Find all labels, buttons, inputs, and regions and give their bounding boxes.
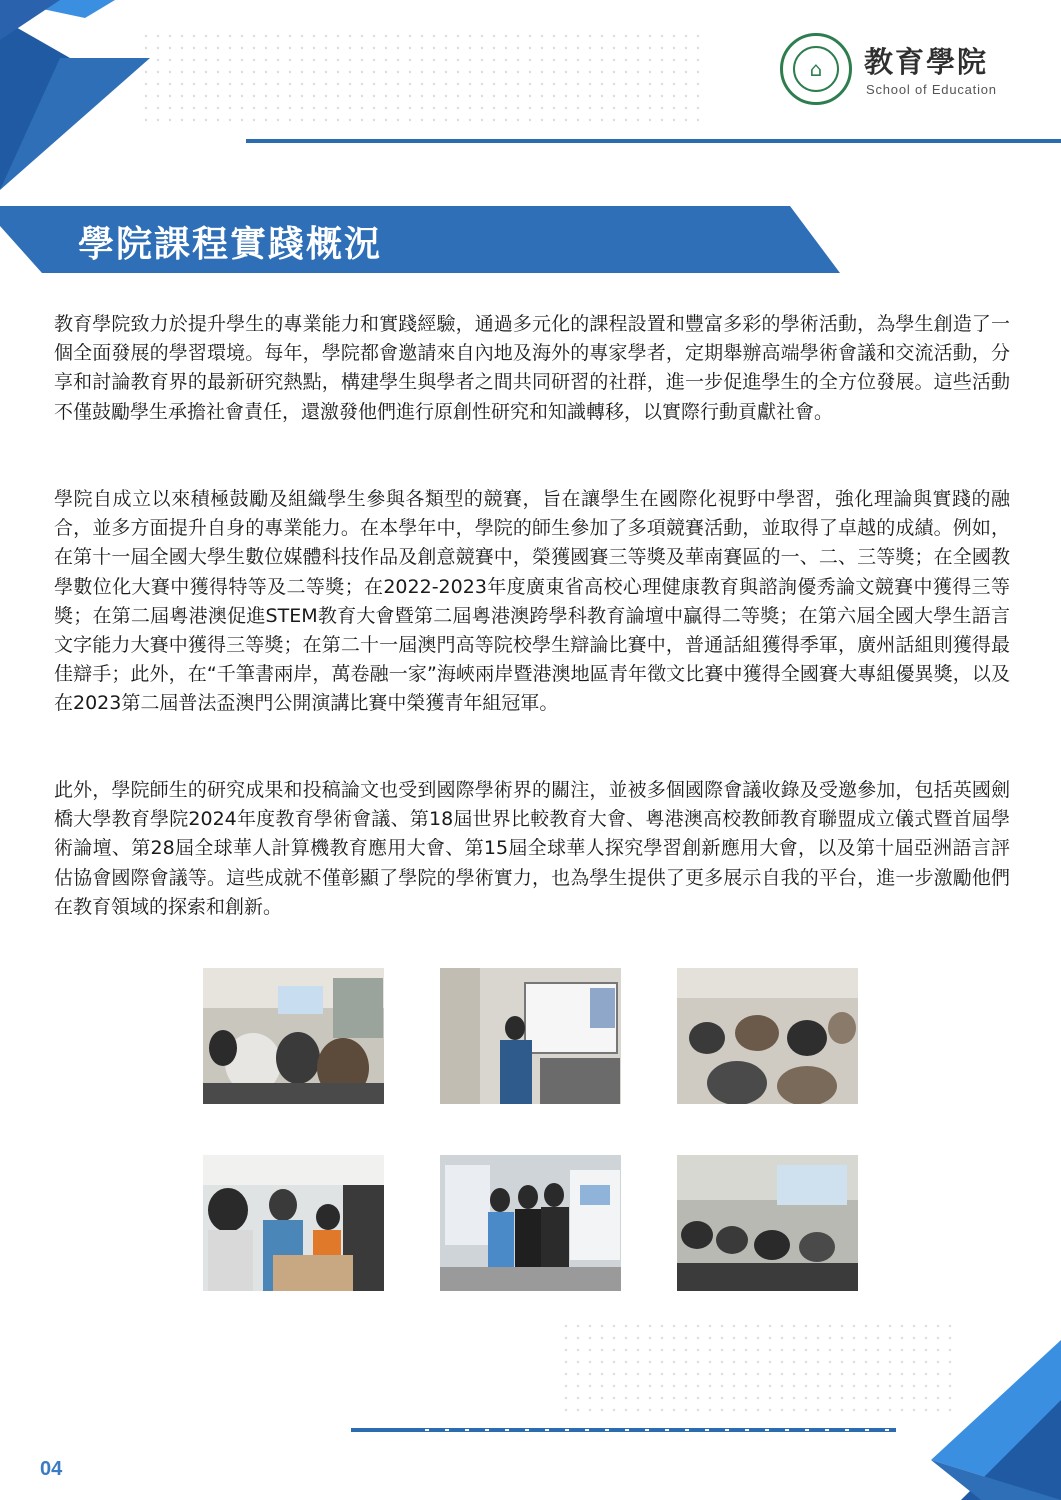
- page-title: 學院課程實踐概況: [78, 224, 383, 265]
- photo-poster-session: [440, 1155, 621, 1291]
- university-seal-icon: [780, 33, 852, 105]
- paragraph-2: 學院自成立以來積極鼓勵及組織學生參與各類型的競賽，旨在讓學生在國際化視野中學習，強化理論與實踐的融合，並多方面提升自身的專業能力。在本學年中，學院的師生參加了多項競賽活動，並取得了卓越的成績。例如，在第十一屆全國大學生數位媒體科技作品及創意競賽中，榮獲國賽三等獎及華南賽區的一、二、三等獎；在全國教學數位化大賽中獲得特等及二等獎；在2022-2023年度廣東省高校心理健康教育與諮詢優秀論文競賽中獲得三等獎；在第二屆粵港澳促進STEM教育大會暨第二屆粵港澳跨學科教育論壇中贏得二等獎；在第六屆全國大學生語言文字能力大賽中獲得三等獎；在第二十一屆澳門高等院校學生辯論比賽中，普通話組獲得季軍，廣州話組則獲得最佳辯手；此外，在“千筆書兩岸，萬卷融一家”海峽兩岸暨港澳地區青年徵文比賽中獲得全國賽大專組優異獎，以及在2023第二屆普法盃澳門公開演講比賽中榮獲青年組冠軍。: [54, 488, 1010, 715]
- photo-workshop-activity: [203, 1155, 384, 1291]
- corner-decoration-bottom-right: [901, 1340, 1061, 1500]
- paragraph-1: 教育學院致力於提升學生的專業能力和實踐經驗，通過多元化的課程設置和豐富多彩的學術活動，為學生創造了一個全面發展的學習環境。每年，學院都會邀請來自內地及海外的專家學者，定期舉辦高端學術會議和交流活動，分享和討論教育界的最新研究熱點，構建學生與學者之間共同研習的社群，進一步促進學生的全方位發展。這些活動不僅鼓勵學生承擔社會責任，還激發他們進行原創性研究和知識轉移，以實際行動貢獻社會。: [54, 313, 1010, 423]
- school-name-cn: 教育學院: [864, 45, 989, 79]
- photo-group-discussion: [677, 968, 858, 1104]
- paragraph-3: 此外，學院師生的研究成果和投稿論文也受到國際學術界的關注，並被多個國際會議收錄及受邀參加，包括英國劍橋大學教育學院2024年度教育學術會議、第18屆世界比較教育大會、粵港澳高校教師教育聯盟成立儀式暨首屆學術論壇、第28屆全球華人計算機教育應用大會、第15屆全球華人探究學習創新應用大會，以及第十屆亞洲語言評估協會國際會議等。這些成就不僅彰顯了學院的學術實力，也為學生提供了更多展示自我的平台，進一步激勵他們在教育領域的探索和創新。: [54, 779, 1010, 918]
- school-name-en: School of Education: [866, 82, 997, 97]
- page-number: 04: [40, 1458, 63, 1480]
- university-logo: [780, 30, 1030, 110]
- dot-pattern-bottom: [560, 1320, 960, 1420]
- dot-pattern-top: [140, 30, 700, 130]
- photo-classroom-lecture: [203, 968, 384, 1104]
- photo-whiteboard-presentation: [440, 968, 621, 1104]
- header-rule: [246, 139, 1061, 143]
- footer-dash-pattern: [425, 1429, 895, 1431]
- building-icon: ⌂: [793, 46, 839, 92]
- photo-lecture-hall: [677, 1155, 858, 1291]
- corner-decoration-top-left: [0, 0, 160, 200]
